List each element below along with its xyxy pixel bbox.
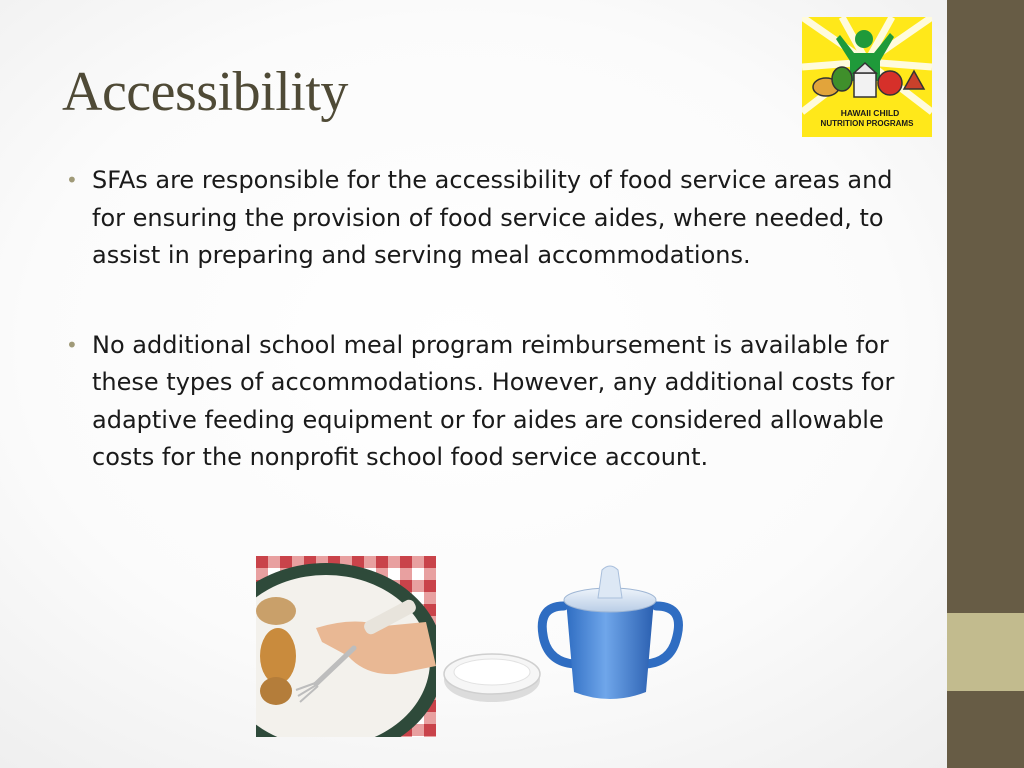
logo-text-line1: HAWAII CHILD xyxy=(840,108,900,118)
bullet-item xyxy=(66,162,906,275)
slide-title: Accessibility xyxy=(62,61,348,123)
side-band-accent xyxy=(947,613,1024,691)
logo-text-line2: NUTRITION PROGRAMS xyxy=(820,119,914,128)
bullet-text: SFAs are responsible for the accessibility of food service areas and for ensuring the provision of food service aides, where needed, to assist in preparing and serving meal accommodations. xyxy=(92,166,893,269)
hawaii-child-nutrition-logo xyxy=(802,17,932,137)
bullet-text: No additional school meal program reimbursement is available for these types of accommodations. However, any additional costs for adaptive feeding equipment or for aides are considered allowable costs for the nonprofit school food service account. xyxy=(92,330,895,471)
two-handled-sippy-cup-photo xyxy=(440,560,700,710)
bullet-marker-icon: • xyxy=(66,168,78,192)
bullet-marker-icon: • xyxy=(66,332,78,357)
bullet-item xyxy=(66,327,906,477)
bullet-list xyxy=(66,162,906,529)
logo-graphic xyxy=(802,17,932,137)
adaptive-utensil-plate-photo xyxy=(256,556,436,737)
